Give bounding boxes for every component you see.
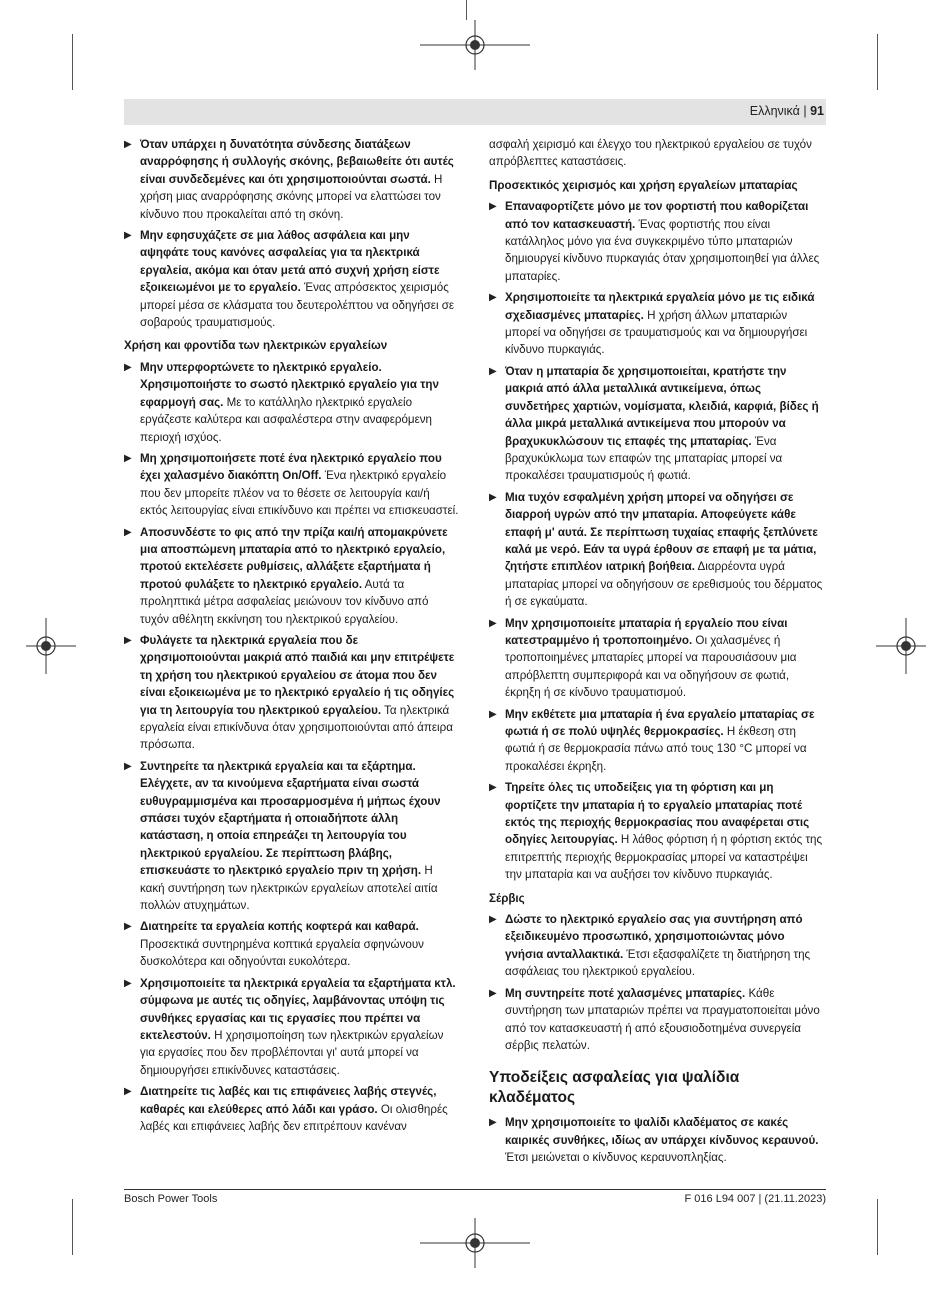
bullet-item bbox=[124, 632, 459, 754]
header-language: Ελληνικά bbox=[749, 104, 800, 118]
registration-mark-icon bbox=[420, 1218, 530, 1268]
bullet-text: Ένας φορτιστής που είναι κατάλληλος μόνο για ένα συγκεκριμένο τύπο μπαταριών δημιουργεί κίνδυνο πυρκαγιάς όταν χρησιμοποιηθεί για άλλες μπαταρίες. bbox=[505, 217, 820, 283]
bullet-arrow-icon: ▶ bbox=[124, 634, 132, 646]
bullet-text: Ένας απρόσεκτος χειρισμός μπορεί μέσα σε κλάσματα του δευτερολέπτου να οδηγήσει σε σοβαρούς τραυματισμούς. bbox=[140, 281, 455, 330]
bullet-arrow-icon: ▶ bbox=[124, 139, 132, 150]
footer-right: F 016 L94 007 | (21.11.2023) bbox=[684, 1193, 826, 1205]
page-number: 91 bbox=[810, 104, 824, 118]
continuation-text: ασφαλή χειρισμό και έλεγχο του ηλεκτρικού εργαλείου σε τυχόν απρόβλεπτες καταστάσεις. bbox=[489, 138, 812, 169]
bullet-lead: Δώστε το ηλεκτρικό εργαλείο σας για συντήρηση από εξειδικευμένο προσωπικό, χρησιμοποιώντας μόνο γνήσια ανταλλακτικά. bbox=[505, 913, 803, 961]
bullet-item bbox=[489, 489, 824, 611]
bullet-text: Με το κατάλληλο ηλεκτρικό εργαλείο εργάζεστε καλύτερα και ασφαλέστερα στην αναφερόμενη περιοχή ισχύος. bbox=[140, 395, 433, 444]
crop-mark bbox=[72, 1199, 73, 1255]
bullet-item bbox=[489, 615, 824, 702]
bullet-lead: Μην εκθέτετε μια μπαταρία ή ένα εργαλείο μπαταρίας σε φωτιά ή σε πολύ υψηλές θερμοκρασίες. bbox=[505, 707, 815, 738]
bullet-lead: Μη συντηρείτε ποτέ χαλασμένες μπαταρίες. bbox=[505, 986, 746, 1000]
header-band bbox=[124, 99, 826, 125]
bullet-text: Έτσι εξασφαλίζετε τη διατήρηση της ασφάλειας του ηλεκτρικού εργαλείου. bbox=[505, 947, 811, 979]
bullet-item bbox=[124, 359, 459, 446]
bullet-lead: Μη χρησιμοποιήσετε ποτέ ένα ηλεκτρικό εργαλείο που έχει χαλασμένο διακόπτη On/Off. bbox=[140, 451, 442, 483]
bullet-arrow-icon: ▶ bbox=[489, 987, 497, 999]
right-group1 bbox=[489, 198, 824, 883]
bullet-item bbox=[489, 289, 824, 359]
registration-mark-icon bbox=[26, 618, 76, 674]
bullet-arrow-icon: ▶ bbox=[124, 230, 132, 242]
bullet-lead: Συντηρείτε τα ηλεκτρικά εργαλεία και τα εξάρτημα. Ελέγχετε, αν τα κινούμενα εξαρτήματα είναι σωστά ευθυγραμμισμένα και προσαρμοσμένα ή μήπως έχουν σπάσει τυχόν εξαρτήματα ή οποιαδήποτε άλλη κατάσταση, η οποία επηρεάζει τη λειτουργία του ηλεκτρικού εργαλείου. Σε περίπτωση βλάβης, επισκευάστε το ηλεκτρικό εργαλείο πριν τη χρήση. bbox=[140, 759, 441, 878]
bullet-arrow-icon: ▶ bbox=[124, 760, 132, 772]
bullet-text: Η χρήση άλλων μπαταριών μπορεί να οδηγήσει σε τραυματισμούς και να δημιουργήσει κίνδυνο πυρκαγιάς. bbox=[505, 308, 808, 357]
bullet-lead: Μην χρησιμοποιείτε το ψαλίδι κλαδέματος σε κακές καιρικές συνθήκες, ιδίως αν υπάρχει κίνδυνος κεραυνού. bbox=[505, 1116, 819, 1147]
bullet-text: Ένα βραχυκύκλωμα των επαφών της μπαταρίας μπορεί να προκαλέσει τραυματισμούς ή φωτιά. bbox=[505, 434, 783, 483]
bullet-arrow-icon: ▶ bbox=[489, 914, 497, 926]
bullet-lead: Όταν η μπαταρία δε χρησιμοποιείται, κρατήστε την μακριά από άλλα μεταλλικά αντικείμενα, όπως συνδετήρες χαρτιών, νομίσματα, κλειδιά, καρφιά, βίδες ή άλλα μικρά μεταλλικά αντικείμενα που μπορούν να βραχυκυκλώσουν τις επαφές της μπαταρίας. bbox=[505, 364, 819, 448]
crop-mark bbox=[877, 34, 878, 90]
bullet-item bbox=[124, 975, 459, 1079]
right-column bbox=[489, 136, 824, 1171]
registration-mark-icon bbox=[876, 618, 926, 674]
bullet-text: Οι χαλασμένες ή τροποποιημένες μπαταρίες μπορεί να παρουσιάσουν μια απρόβλεπτη συμπεριφορά και να οδηγήσουν σε φωτιά, έκρηξη ή σε κίνδυνο τραυματισμού. bbox=[505, 633, 797, 700]
bullet-lead: Αποσυνδέστε το φις από την πρίζα και/ή απομακρύνετε μια αποσπώμενη μπαταρία από το ηλεκτρικό εργαλείο, προτού εκτελέσετε ρυθμίσεις, αλλάξετε εξαρτήματα ή προτού φυλάξετε το ηλεκτρικό εργαλείο. bbox=[140, 525, 448, 591]
bullet-item bbox=[489, 911, 824, 981]
registration-mark-icon bbox=[420, 20, 530, 70]
bullet-item bbox=[489, 363, 824, 485]
bullet-arrow-icon: ▶ bbox=[489, 617, 497, 629]
bullet-text: Η λάθος φόρτιση ή η φόρτιση εκτός της επιτρεπτής περιοχής θερμοκρασίας μπορεί να καταστρέψει την μπαταρία και να αυξήσει τον κίνδυνο πυρκαγιάς. bbox=[505, 833, 823, 882]
bullet-arrow-icon: ▶ bbox=[489, 201, 497, 213]
bullet-arrow-icon: ▶ bbox=[124, 977, 132, 989]
crop-mark bbox=[72, 34, 73, 90]
bullet-lead: Μην εφησυχάζετε σε μια λάθος ασφάλεια και μην αψηφάτε τους κανόνες ασφαλείας για τα ηλεκτρικά εργαλεία, ακόμα και όταν μετά από συχνή χρήση είστε εξοικειωμένοι με το εργαλείο. bbox=[140, 229, 440, 295]
subheading-use-care: Χρήση και φροντίδα των ηλεκτρικών εργαλείων bbox=[124, 339, 388, 353]
bullet-lead: Μην χρησιμοποιείτε μπαταρία ή εργαλείο που είναι κατεστραμμένο ή τροποποιημένο. bbox=[505, 616, 788, 647]
bullet-item bbox=[489, 198, 824, 285]
right-group3 bbox=[489, 1114, 824, 1166]
left-column bbox=[124, 136, 459, 1139]
bullet-text: Κάθε συντήρηση των μπαταριών πρέπει να πραγματοποιείται μόνο από τον κατασκευαστή ή από εξουσιοδοτημένα συνεργεία σέρβις πελατών. bbox=[505, 986, 820, 1052]
bullet-item bbox=[124, 758, 459, 915]
page-header bbox=[750, 104, 824, 118]
left-group1 bbox=[124, 136, 459, 331]
crop-mark bbox=[466, 0, 467, 20]
header-separator: | bbox=[803, 104, 807, 118]
bullet-lead: Μην υπερφορτώνετε το ηλεκτρικό εργαλείο. Χρησιμοποιήστε το σωστό ηλεκτρικό εργαλείο για την εφαρμογή σας. bbox=[140, 360, 439, 409]
bullet-arrow-icon: ▶ bbox=[489, 292, 497, 304]
bullet-item bbox=[489, 706, 824, 776]
bullet-arrow-icon: ▶ bbox=[489, 782, 497, 794]
bullet-arrow-icon: ▶ bbox=[489, 708, 497, 720]
bullet-lead: Επαναφορτίζετε μόνο με τον φορτιστή που καθορίζεται από τον κατασκευαστή. bbox=[505, 200, 809, 231]
bullet-text: Οι ολισθηρές λαβές και επιφάνειες λαβής δεν επιτρέπουν κανέναν bbox=[140, 1102, 448, 1133]
bullet-arrow-icon: ▶ bbox=[124, 921, 132, 933]
subheading-battery: Προσεκτικός χειρισμός και χρήση εργαλείων μπαταρίας bbox=[489, 178, 798, 192]
bullet-item bbox=[489, 985, 824, 1055]
bullet-lead: Μια τυχόν εσφαλμένη χρήση μπορεί να οδηγήσει σε διαρροή υγρών από την μπαταρία. Αποφεύγετε κάθε επαφή μ' αυτά. Σε περίπτωση τυχαίας επαφής ξεπλύνετε καλά με νερό. Εάν τα υγρά έρθουν σε επαφή με τα μάτια, ζητήστε επιπλέον ιατρική βοήθεια. bbox=[505, 490, 818, 574]
bullet-text: Η χρήση μιας αναρρόφησης σκόνης μπορεί να ελαττώσει τον κίνδυνο που προκαλείται από τη σκόνη. bbox=[140, 172, 443, 221]
section-title: Υποδείξεις ασφαλείας για ψαλίδια κλαδέματος bbox=[489, 1069, 740, 1107]
bullet-text: Τα ηλεκτρικά εργαλεία είναι επικίνδυνα όταν χρησιμοποιούνται από άπειρα πρόσωπα. bbox=[140, 703, 453, 752]
bullet-item bbox=[124, 918, 459, 970]
bullet-text: Διαρρέοντα υγρά μπαταρίας μπορεί να οδηγήσουν σε ερεθισμούς του δέρματος ή σε εγκαύματα. bbox=[505, 560, 823, 609]
bullet-arrow-icon: ▶ bbox=[124, 526, 132, 538]
bullet-arrow-icon: ▶ bbox=[124, 452, 132, 464]
bullet-arrow-icon: ▶ bbox=[124, 361, 132, 373]
bullet-item bbox=[489, 779, 824, 883]
bullet-text: Η έκθεση στη φωτιά ή σε θερμοκρασία πάνω από τους 130 °C μπορεί να προκαλέσει έκρηξη. bbox=[505, 725, 807, 773]
bullet-item bbox=[124, 227, 459, 331]
bullet-text: Ένα ηλεκτρικό εργαλείο που δεν μπορείτε πλέον να το θέσετε σε λειτουργία και/ή εκτός λειτουργίας είναι επικίνδυνο και πρέπει να επισκευαστεί. bbox=[140, 469, 459, 518]
bullet-lead: Φυλάγετε τα ηλεκτρικά εργαλεία που δε χρησιμοποιούνται μακριά από παιδιά και μην επιτρέψετε τη χρήση του ηλεκτρικού εργαλείου σε άτομα που δεν είναι εξοικειωμένα με το ηλεκτρικό εργαλείο ή τις οδηγίες για τη λειτουργία του ηλεκτρικού εργαλείου. bbox=[140, 633, 455, 717]
bullet-text: Αυτά τα προληπτικά μέτρα ασφαλείας μειώνουν τον κίνδυνο από τυχόν αθέλητη εκκίνηση του ηλεκτρικού εργαλείου. bbox=[140, 577, 429, 626]
bullet-lead: Διατηρείτε τις λαβές και τις επιφάνειες λαβής στεγνές, καθαρές και ελεύθερες από λάδι και γράσο. bbox=[140, 1085, 437, 1116]
bullet-item bbox=[124, 136, 459, 223]
footer-left: Bosch Power Tools bbox=[124, 1193, 218, 1205]
footer-rule bbox=[124, 1189, 826, 1190]
bullet-text: Η χρησιμοποίηση των ηλεκτρικών εργαλείων για εργασίες που δεν προβλέπονται γι' αυτά μπορεί να δημιουργήσει επικίνδυνες καταστάσεις. bbox=[140, 1028, 444, 1077]
bullet-item bbox=[124, 1083, 459, 1135]
bullet-item bbox=[124, 450, 459, 520]
bullet-arrow-icon: ▶ bbox=[124, 1086, 132, 1098]
bullet-lead: Χρησιμοποιείτε τα ηλεκτρικά εργαλεία μόνο με τις ειδικά σχεδιασμένες μπαταρίες. bbox=[505, 291, 815, 322]
bullet-lead: Όταν υπάρχει η δυνατότητα σύνδεσης διατάξεων αναρρόφησης ή συλλογής σκόνης, βεβαιωθείτε ότι αυτές είναι συνδεδεμένες και ότι χρησιμοποιούνται σωστά. bbox=[140, 138, 454, 186]
crop-mark bbox=[877, 1199, 878, 1255]
bullet-text: Η κακή συντήρηση των ηλεκτρικών εργαλείων αποτελεί αιτία πολλών ατυχημάτων. bbox=[140, 864, 438, 913]
left-group2 bbox=[124, 359, 459, 1135]
bullet-item bbox=[124, 524, 459, 628]
bullet-lead: Χρησιμοποιείτε τα ηλεκτρικά εργαλεία τα εξαρτήματα κτλ. σύμφωνα με αυτές τις οδηγίες, λαμβάνοντας υπόψη τις συνθήκες εργασίας και τις εργασίες που πρέπει να εκτελεστούν. bbox=[140, 976, 456, 1042]
bullet-arrow-icon: ▶ bbox=[489, 1117, 497, 1129]
bullet-item bbox=[489, 1114, 824, 1166]
bullet-lead: Τηρείτε όλες τις υποδείξεις για τη φόρτιση και μη φορτίζετε την μπαταρία ή το εργαλείο μπαταρίας ποτέ εκτός της περιοχής θερμοκρασίας που αναφέρεται στις οδηγίες λειτουργίας. bbox=[505, 781, 810, 847]
bullet-arrow-icon: ▶ bbox=[489, 491, 497, 503]
bullet-text: Προσεκτικά συντηρημένα κοπτικά εργαλεία σφηνώνουν δυσκολότερα και οδηγούνται ευκολότερα. bbox=[140, 937, 424, 969]
bullet-arrow-icon: ▶ bbox=[489, 365, 497, 377]
bullet-lead: Διατηρείτε τα εργαλεία κοπής κοφτερά και καθαρά. bbox=[140, 920, 419, 934]
right-group2 bbox=[489, 911, 824, 1054]
subheading-service: Σέρβις bbox=[489, 891, 525, 905]
bullet-text: Έτσι μειώνεται ο κίνδυνος κεραυνοπληξίας. bbox=[505, 1151, 727, 1165]
